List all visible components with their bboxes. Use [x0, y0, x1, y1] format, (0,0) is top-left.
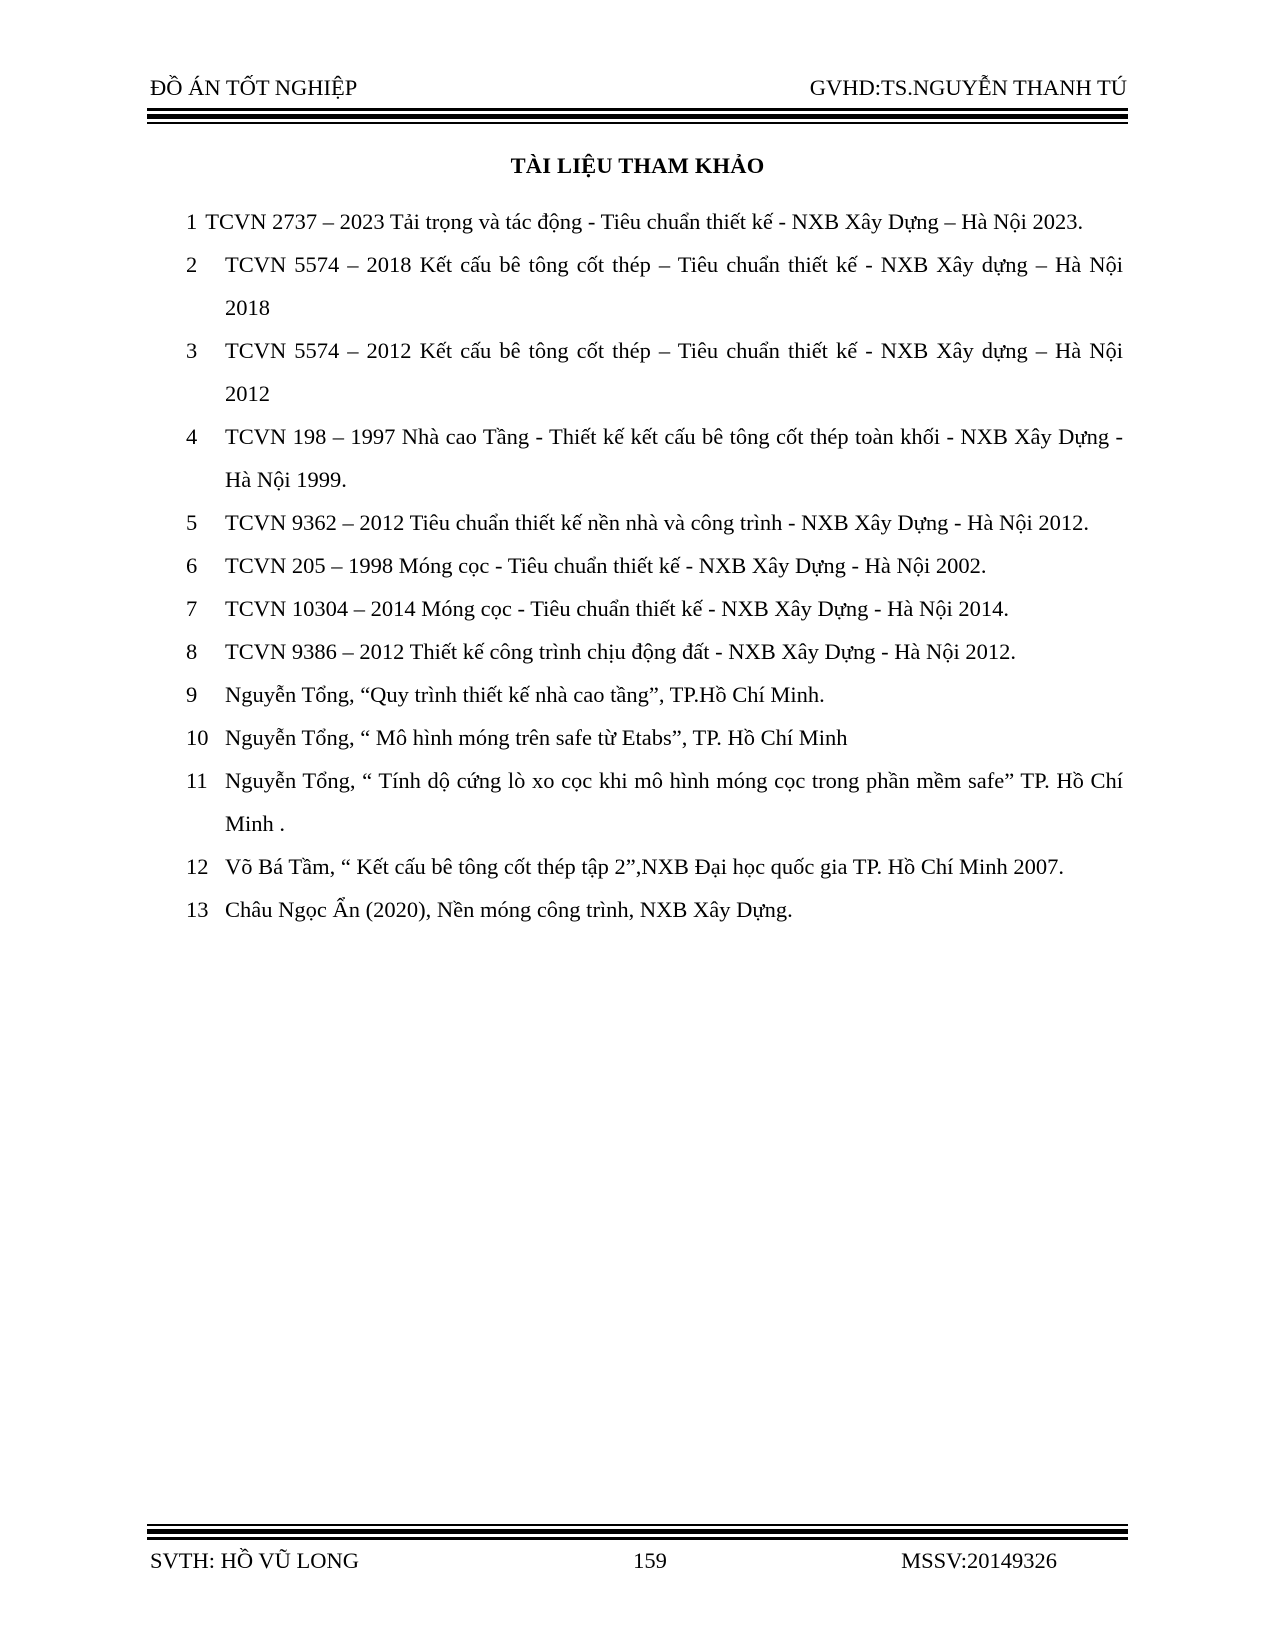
reference-item: [150, 501, 1123, 544]
footer-student-name: SVTH: HỒ VŨ LONG: [150, 1548, 359, 1573]
reference-item: [150, 544, 1123, 587]
reference-item: [150, 888, 1123, 931]
header-left-text: ĐỒ ÁN TỐT NGHIỆP: [150, 75, 358, 100]
reference-item: [150, 759, 1123, 845]
reference-item: [150, 200, 1123, 243]
reference-number: 4: [186, 424, 198, 449]
footer-rule-top: [147, 1524, 1128, 1526]
header-rule-top: [147, 108, 1128, 111]
reference-item: [150, 243, 1123, 329]
reference-item: [150, 716, 1123, 759]
reference-number: 2: [186, 252, 198, 277]
reference-list: [150, 200, 1123, 931]
reference-item: [150, 587, 1123, 630]
reference-item: [150, 845, 1123, 888]
reference-text: TCVN 5574 – 2018 Kết cấu bê tông cốt thép – Tiêu chuẩn thiết kế - NXB Xây dựng – Hà Nội 2018: [225, 252, 1123, 320]
footer-rule-middle: [147, 1529, 1128, 1534]
header-rule-middle: [147, 114, 1128, 119]
reference-text: Võ Bá Tầm, “ Kết cấu bê tông cốt thép tập 2”,NXB Đại học quốc gia TP. Hồ Chí Minh 2007.: [225, 854, 1065, 879]
reference-item: [150, 630, 1123, 673]
page-number: 159: [633, 1548, 667, 1573]
header-rule-bottom: [147, 122, 1128, 124]
header-right-text: GVHD:TS.NGUYỄN THANH TÚ: [809, 75, 1127, 100]
reference-number: 8: [186, 639, 198, 664]
reference-number: 7: [186, 596, 198, 621]
reference-text: Châu Ngọc Ẩn (2020), Nền móng công trình, NXB Xây Dựng.: [225, 897, 793, 922]
reference-number: 12: [186, 854, 209, 879]
reference-number: 5: [186, 510, 198, 535]
reference-number: 1: [186, 209, 198, 234]
footer-rule-bottom: [147, 1537, 1128, 1540]
reference-text: TCVN 5574 – 2012 Kết cấu bê tông cốt thép – Tiêu chuẩn thiết kế - NXB Xây dựng – Hà Nội 2012: [225, 338, 1123, 406]
reference-item: [150, 329, 1123, 415]
reference-number: 10: [186, 725, 209, 750]
page-title: TÀI LIỆU THAM KHẢO: [510, 153, 765, 178]
reference-number: 9: [186, 682, 198, 707]
footer-student-id: MSSV:20149326: [901, 1548, 1057, 1573]
reference-text: Nguyễn Tổng, “Quy trình thiết kế nhà cao tầng”, TP.Hồ Chí Minh.: [225, 682, 825, 707]
reference-item: [150, 415, 1123, 501]
reference-text: TCVN 2737 – 2023 Tải trọng và tác động - Tiêu chuẩn thiết kế - NXB Xây Dựng – Hà Nội 2023.: [205, 209, 1084, 234]
reference-text: TCVN 10304 – 2014 Móng cọc - Tiêu chuẩn thiết kế - NXB Xây Dựng - Hà Nội 2014.: [225, 596, 1009, 621]
reference-text: TCVN 9386 – 2012 Thiết kế công trình chịu động đất - NXB Xây Dựng - Hà Nội 2012.: [225, 639, 1017, 664]
reference-number: 6: [186, 553, 198, 578]
reference-text: TCVN 205 – 1998 Móng cọc - Tiêu chuẩn thiết kế - NXB Xây Dựng - Hà Nội 2002.: [225, 553, 987, 578]
reference-number: 11: [186, 768, 208, 793]
reference-text: TCVN 9362 – 2012 Tiêu chuẩn thiết kế nền nhà và công trình - NXB Xây Dựng - Hà Nội 2012.: [225, 510, 1089, 535]
reference-text: Nguyễn Tổng, “ Tính dộ cứng lò xo cọc khi mô hình móng cọc trong phần mềm safe” TP. Hồ Chí Minh .: [225, 768, 1123, 836]
reference-number: 13: [186, 897, 209, 922]
reference-text: Nguyễn Tổng, “ Mô hình móng trên safe từ Etabs”, TP. Hồ Chí Minh: [225, 725, 848, 750]
reference-number: 3: [186, 338, 198, 363]
reference-text: TCVN 198 – 1997 Nhà cao Tầng - Thiết kế kết cấu bê tông cốt thép toàn khối - NXB Xây Dựng - Hà Nội 1999.: [225, 424, 1123, 492]
reference-item: [150, 673, 1123, 716]
